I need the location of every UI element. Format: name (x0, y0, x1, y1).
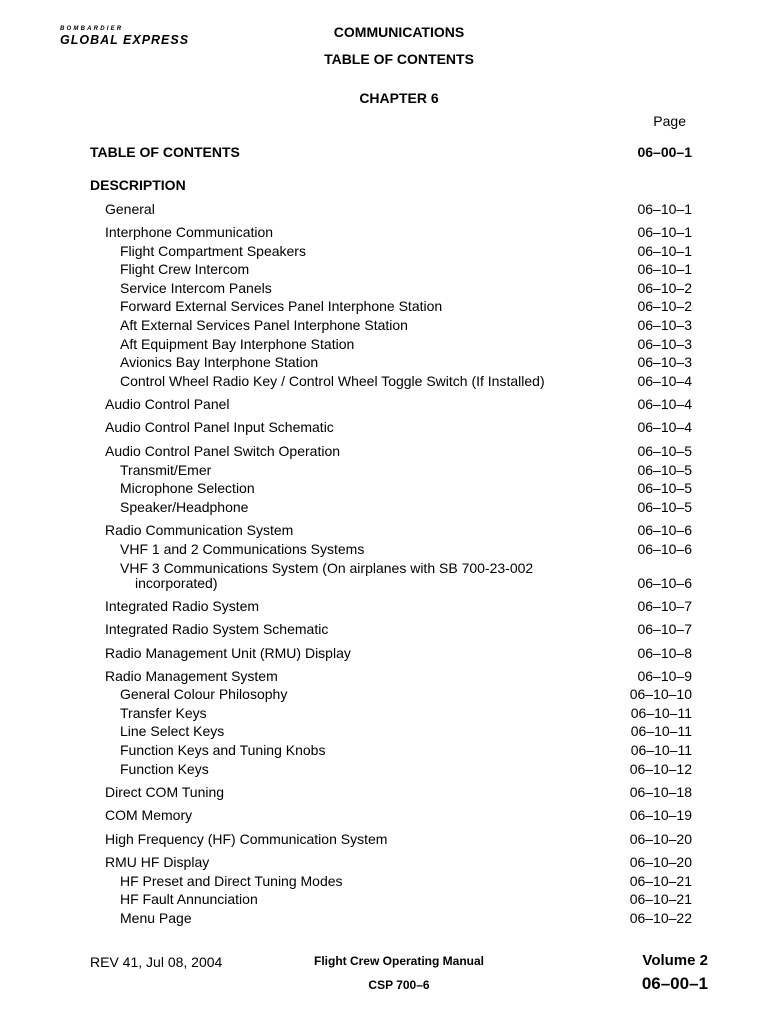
toc-entry-page: 06–10–10 (629, 686, 692, 702)
toc-entry-title: Radio Management System (105, 668, 278, 684)
toc-entry-page: 06–10–7 (637, 598, 692, 614)
toc-entry-title: Audio Control Panel Switch Operation (105, 443, 341, 459)
toc-entry-title: HF Preset and Direct Tuning Modes (120, 873, 343, 889)
toc-entry-title: Interphone Communication (105, 224, 274, 240)
toc-entry-page: 06–10–9 (637, 668, 692, 684)
toc-main-entry[interactable] (90, 144, 692, 160)
toc-entry-title: Speaker/Headphone (120, 499, 249, 515)
toc-entry-page: 06–10–20 (629, 831, 692, 847)
toc-entry-page: 06–10–6 (637, 575, 692, 591)
toc-entry-page: 06–10–18 (629, 784, 692, 800)
toc-entry-page: 06–10–4 (637, 373, 692, 389)
toc-entry-page: 06–10–21 (629, 873, 692, 889)
toc-entry-title: High Frequency (HF) Communication System (105, 831, 388, 847)
toc-entry-page: 06–10–3 (637, 336, 692, 352)
toc-entry-page: 06–10–7 (637, 621, 692, 637)
toc-entry-page: 06–10–1 (637, 243, 692, 259)
document-subtitle: TABLE OF CONTENTS (324, 51, 474, 67)
toc-entry-title: Aft External Services Panel Interphone Station (120, 317, 408, 333)
toc-entry-page: 06–10–6 (637, 541, 692, 557)
toc-entry-page: 06–10–4 (637, 419, 692, 435)
toc-entry-page: 06–10–5 (637, 499, 692, 515)
toc-main-label: TABLE OF CONTENTS (90, 144, 240, 160)
toc-entry-title: Direct COM Tuning (105, 784, 225, 800)
toc-entry-page: 06–10–2 (637, 280, 692, 296)
toc-main-page: 06–00–1 (637, 144, 692, 160)
toc-entry-page: 06–10–11 (630, 742, 692, 758)
toc-entry-title: Radio Management Unit (RMU) Display (105, 645, 351, 661)
toc-entry-page: 06–10–20 (629, 854, 692, 870)
toc-entry-page: 06–10–4 (637, 396, 692, 412)
toc-entry-page: 06–10–8 (637, 645, 692, 661)
toc-entry-title: Transmit/Emer (120, 462, 212, 478)
toc-entry-page: 06–10–1 (637, 201, 692, 217)
footer-csp: CSP 700–6 (368, 978, 430, 992)
toc-entry-page: 06–10–5 (637, 462, 692, 478)
toc-entry-title: Flight Compartment Speakers (120, 243, 306, 259)
footer-manual-title: Flight Crew Operating Manual (313, 954, 484, 968)
toc-entry-title: Transfer Keys (120, 705, 207, 721)
toc-entry-title: Avionics Bay Interphone Station (120, 354, 319, 370)
logo-product: GLOBAL EXPRESS (60, 33, 190, 47)
toc-entry-title: General Colour Philosophy (120, 686, 288, 702)
description-heading: DESCRIPTION (90, 177, 186, 193)
toc-entry-title: Menu Page (120, 910, 192, 926)
document-title: COMMUNICATIONS (333, 24, 465, 40)
toc-entry-title: Control Wheel Radio Key / Control Wheel Toggle Switch (If Installed) (120, 373, 545, 389)
toc-entry-page: 06–10–6 (637, 522, 692, 538)
toc-entry-page: 06–10–3 (637, 354, 692, 370)
toc-entry-title: Flight Crew Intercom (120, 261, 250, 277)
toc-entry-title: Integrated Radio System Schematic (105, 621, 329, 637)
toc-entry-page: 06–10–3 (637, 317, 692, 333)
toc-entry-title: Function Keys (120, 761, 209, 777)
toc-entry-page: 06–10–11 (630, 723, 692, 739)
toc-entry-title: RMU HF Display (105, 854, 210, 870)
toc-entry-title: Function Keys and Tuning Knobs (120, 742, 326, 758)
footer-page-number: 06–00–1 (641, 974, 708, 993)
toc-entry-title: incorporated) (135, 575, 218, 591)
toc-entry-page: 06–10–1 (637, 261, 692, 277)
toc-entry-page: 06–10–21 (629, 891, 692, 907)
page-column-label: Page (653, 113, 686, 129)
toc-entry-title: HF Fault Annunciation (120, 891, 258, 907)
footer-revision: REV 41, Jul 08, 2004 (90, 954, 223, 970)
toc-entry-title: VHF 1 and 2 Communications Systems (120, 541, 365, 557)
toc-entry-page: 06–10–2 (637, 298, 692, 314)
footer-volume: Volume 2 (642, 952, 708, 969)
toc-entry-title: Integrated Radio System (105, 598, 260, 614)
toc-entry-title: Audio Control Panel Input Schematic (105, 419, 334, 435)
toc-entry-page: 06–10–5 (637, 443, 692, 459)
toc-entry-title: Radio Communication System (105, 522, 294, 538)
toc-entry-title: VHF 3 Communications System (On airplanes with SB 700-23-002 (120, 560, 534, 576)
toc-entry-page: 06–10–5 (637, 480, 692, 496)
toc-entry-title: Line Select Keys (120, 723, 225, 739)
toc-entry-title: Forward External Services Panel Interphone Station (120, 298, 443, 314)
toc-entry-page: 06–10–12 (629, 761, 692, 777)
logo-brand: BOMBARDIER (60, 26, 124, 32)
toc-entry-page: 06–10–1 (637, 224, 692, 240)
toc-entry-page: 06–10–11 (630, 705, 692, 721)
toc-entry-title: Microphone Selection (120, 480, 255, 496)
toc-entry-title: Service Intercom Panels (120, 280, 272, 296)
toc-entry-title: Aft Equipment Bay Interphone Station (120, 336, 355, 352)
toc-entry-title: Audio Control Panel (105, 396, 230, 412)
toc-entry-title: General (105, 201, 155, 217)
toc-entry-page: 06–10–22 (629, 910, 692, 926)
toc-entry-page: 06–10–19 (629, 807, 692, 823)
toc-entry-title: COM Memory (105, 807, 193, 823)
chapter-heading: CHAPTER 6 (359, 90, 439, 106)
